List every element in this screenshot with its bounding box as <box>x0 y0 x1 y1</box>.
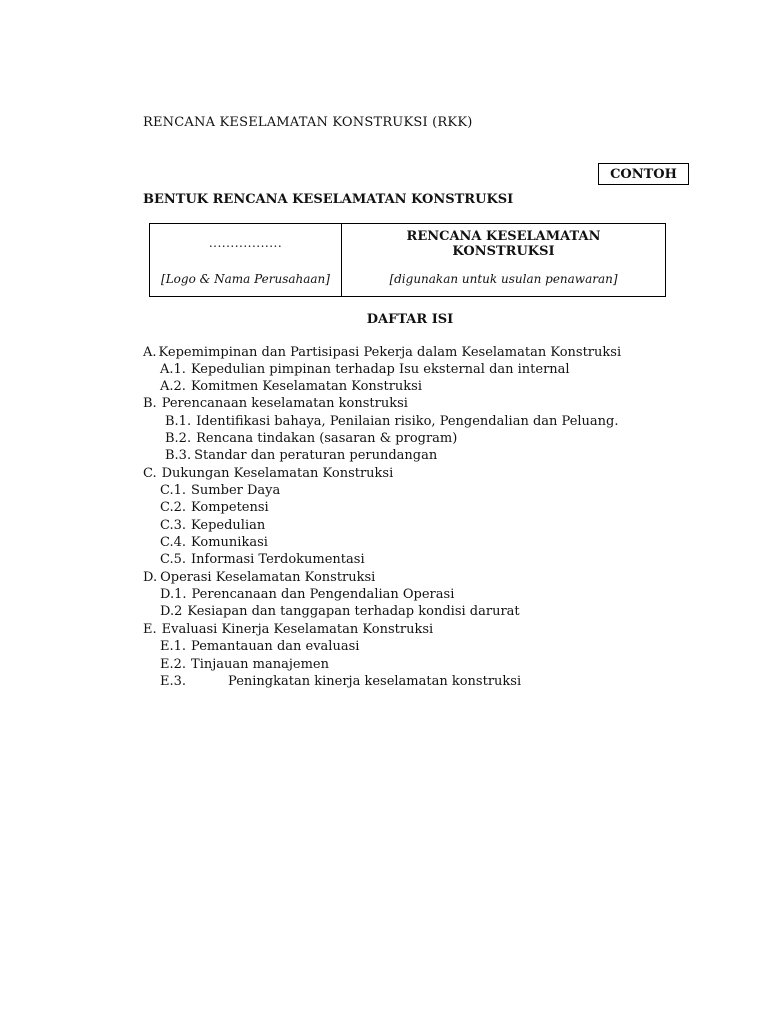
toc-item <box>143 569 375 586</box>
toc-item-label: Dukungan Keselamatan Konstruksi <box>161 466 394 481</box>
plan-title-line2: KONSTRUKSI <box>452 244 555 259</box>
toc-item-label: Operasi Keselamatan Konstruksi <box>160 570 376 585</box>
toc-item <box>165 430 457 447</box>
toc-item-label: Kepemimpinan dan Partisipasi Pekerja dalam Keselamatan Konstruksi <box>158 345 622 360</box>
company-label: [Logo & Nama Perusahaan] <box>161 272 330 286</box>
toc-item-number: C. <box>143 466 157 481</box>
toc-item <box>143 465 393 482</box>
toc-item-number: B.3. <box>165 448 192 463</box>
toc-item-label: Evaluasi Kinerja Keselamatan Konstruksi <box>161 622 434 637</box>
toc-item <box>165 447 437 464</box>
toc-item <box>143 621 433 638</box>
toc-item-label: Rencana tindakan (sasaran & program) <box>196 431 458 446</box>
toc-item-number: A. <box>143 345 157 360</box>
toc-item-label: Kesiapan dan tanggapan terhadap kondisi darurat <box>187 604 520 619</box>
toc-item-number: E. <box>143 622 157 637</box>
plan-title <box>342 229 665 259</box>
toc-item-label: Sumber Daya <box>191 483 281 498</box>
toc-item-number: D.1. <box>160 587 187 602</box>
toc-item <box>143 344 621 361</box>
toc-item-label: Perencanaan keselamatan konstruksi <box>161 396 408 411</box>
toc-item-label: Komunikasi <box>191 535 268 550</box>
toc-item-label: Perencanaan dan Pengendalian Operasi <box>191 587 455 602</box>
toc-item <box>160 517 265 534</box>
toc-item-label: Standar dan peraturan perundangan <box>194 448 438 463</box>
toc-item-number: B.2. <box>165 431 192 446</box>
toc-item-number: D. <box>143 570 158 585</box>
toc-item-number: A.2. <box>160 379 186 394</box>
toc-item <box>160 638 359 655</box>
toc-item-label: Pemantauan dan evaluasi <box>191 639 360 654</box>
toc-item <box>160 499 269 516</box>
toc-item <box>160 586 454 603</box>
document-title: RENCANA KESELAMATAN KONSTRUKSI (RKK) <box>143 115 473 130</box>
toc-item-label: Peningkatan kinerja keselamatan konstruksi <box>228 674 522 689</box>
form-heading: BENTUK RENCANA KESELAMATAN KONSTRUKSI <box>143 192 514 207</box>
toc-item-number: B.1. <box>165 414 192 429</box>
toc-item <box>160 378 422 395</box>
toc-item <box>160 534 268 551</box>
toc-item-label: Kompetensi <box>191 500 269 515</box>
toc-item-number: E.1. <box>160 639 187 654</box>
toc-item-label: Informasi Terdokumentasi <box>191 552 365 567</box>
toc-item-number: C.4. <box>160 535 187 550</box>
toc-item-number: C.3. <box>160 518 187 533</box>
plan-cell <box>342 224 665 296</box>
toc-item-label: Komitmen Keselamatan Konstruksi <box>190 379 422 394</box>
toc-item <box>160 656 329 673</box>
header-table <box>149 223 666 297</box>
toc-item <box>160 482 280 499</box>
toc-item-label: Tinjauan manajemen <box>191 657 329 672</box>
toc-item <box>165 413 619 430</box>
company-placeholder: ................. <box>208 236 283 250</box>
toc-item <box>143 395 408 412</box>
toc-item-label: Identifikasi bahaya, Penilaian risiko, Pengendalian dan Peluang. <box>196 414 619 429</box>
toc-item-number: B. <box>143 396 157 411</box>
plan-title-line1: RENCANA KESELAMATAN <box>406 229 601 244</box>
toc-item <box>160 361 570 378</box>
toc-item-number: E.3. <box>160 674 187 689</box>
sample-stamp: CONTOH <box>598 163 689 185</box>
toc-item-label: Kepedulian pimpinan terhadap Isu eksternal dan internal <box>190 362 570 377</box>
toc-item-number: D.2 <box>160 604 183 619</box>
toc-heading: DAFTAR ISI <box>366 312 454 327</box>
toc-item <box>160 603 520 620</box>
toc-item-number: E.2. <box>160 657 187 672</box>
toc-item-number: C.5. <box>160 552 187 567</box>
proposal-label: [digunakan untuk usulan penawaran] <box>389 272 618 286</box>
toc-item <box>160 551 365 568</box>
toc-item-number: A.1. <box>160 362 186 377</box>
toc-item-label: Kepedulian <box>191 518 266 533</box>
toc-item <box>160 673 521 690</box>
toc-item-number: C.1. <box>160 483 187 498</box>
company-cell <box>150 224 342 296</box>
toc-item-number: C.2. <box>160 500 187 515</box>
